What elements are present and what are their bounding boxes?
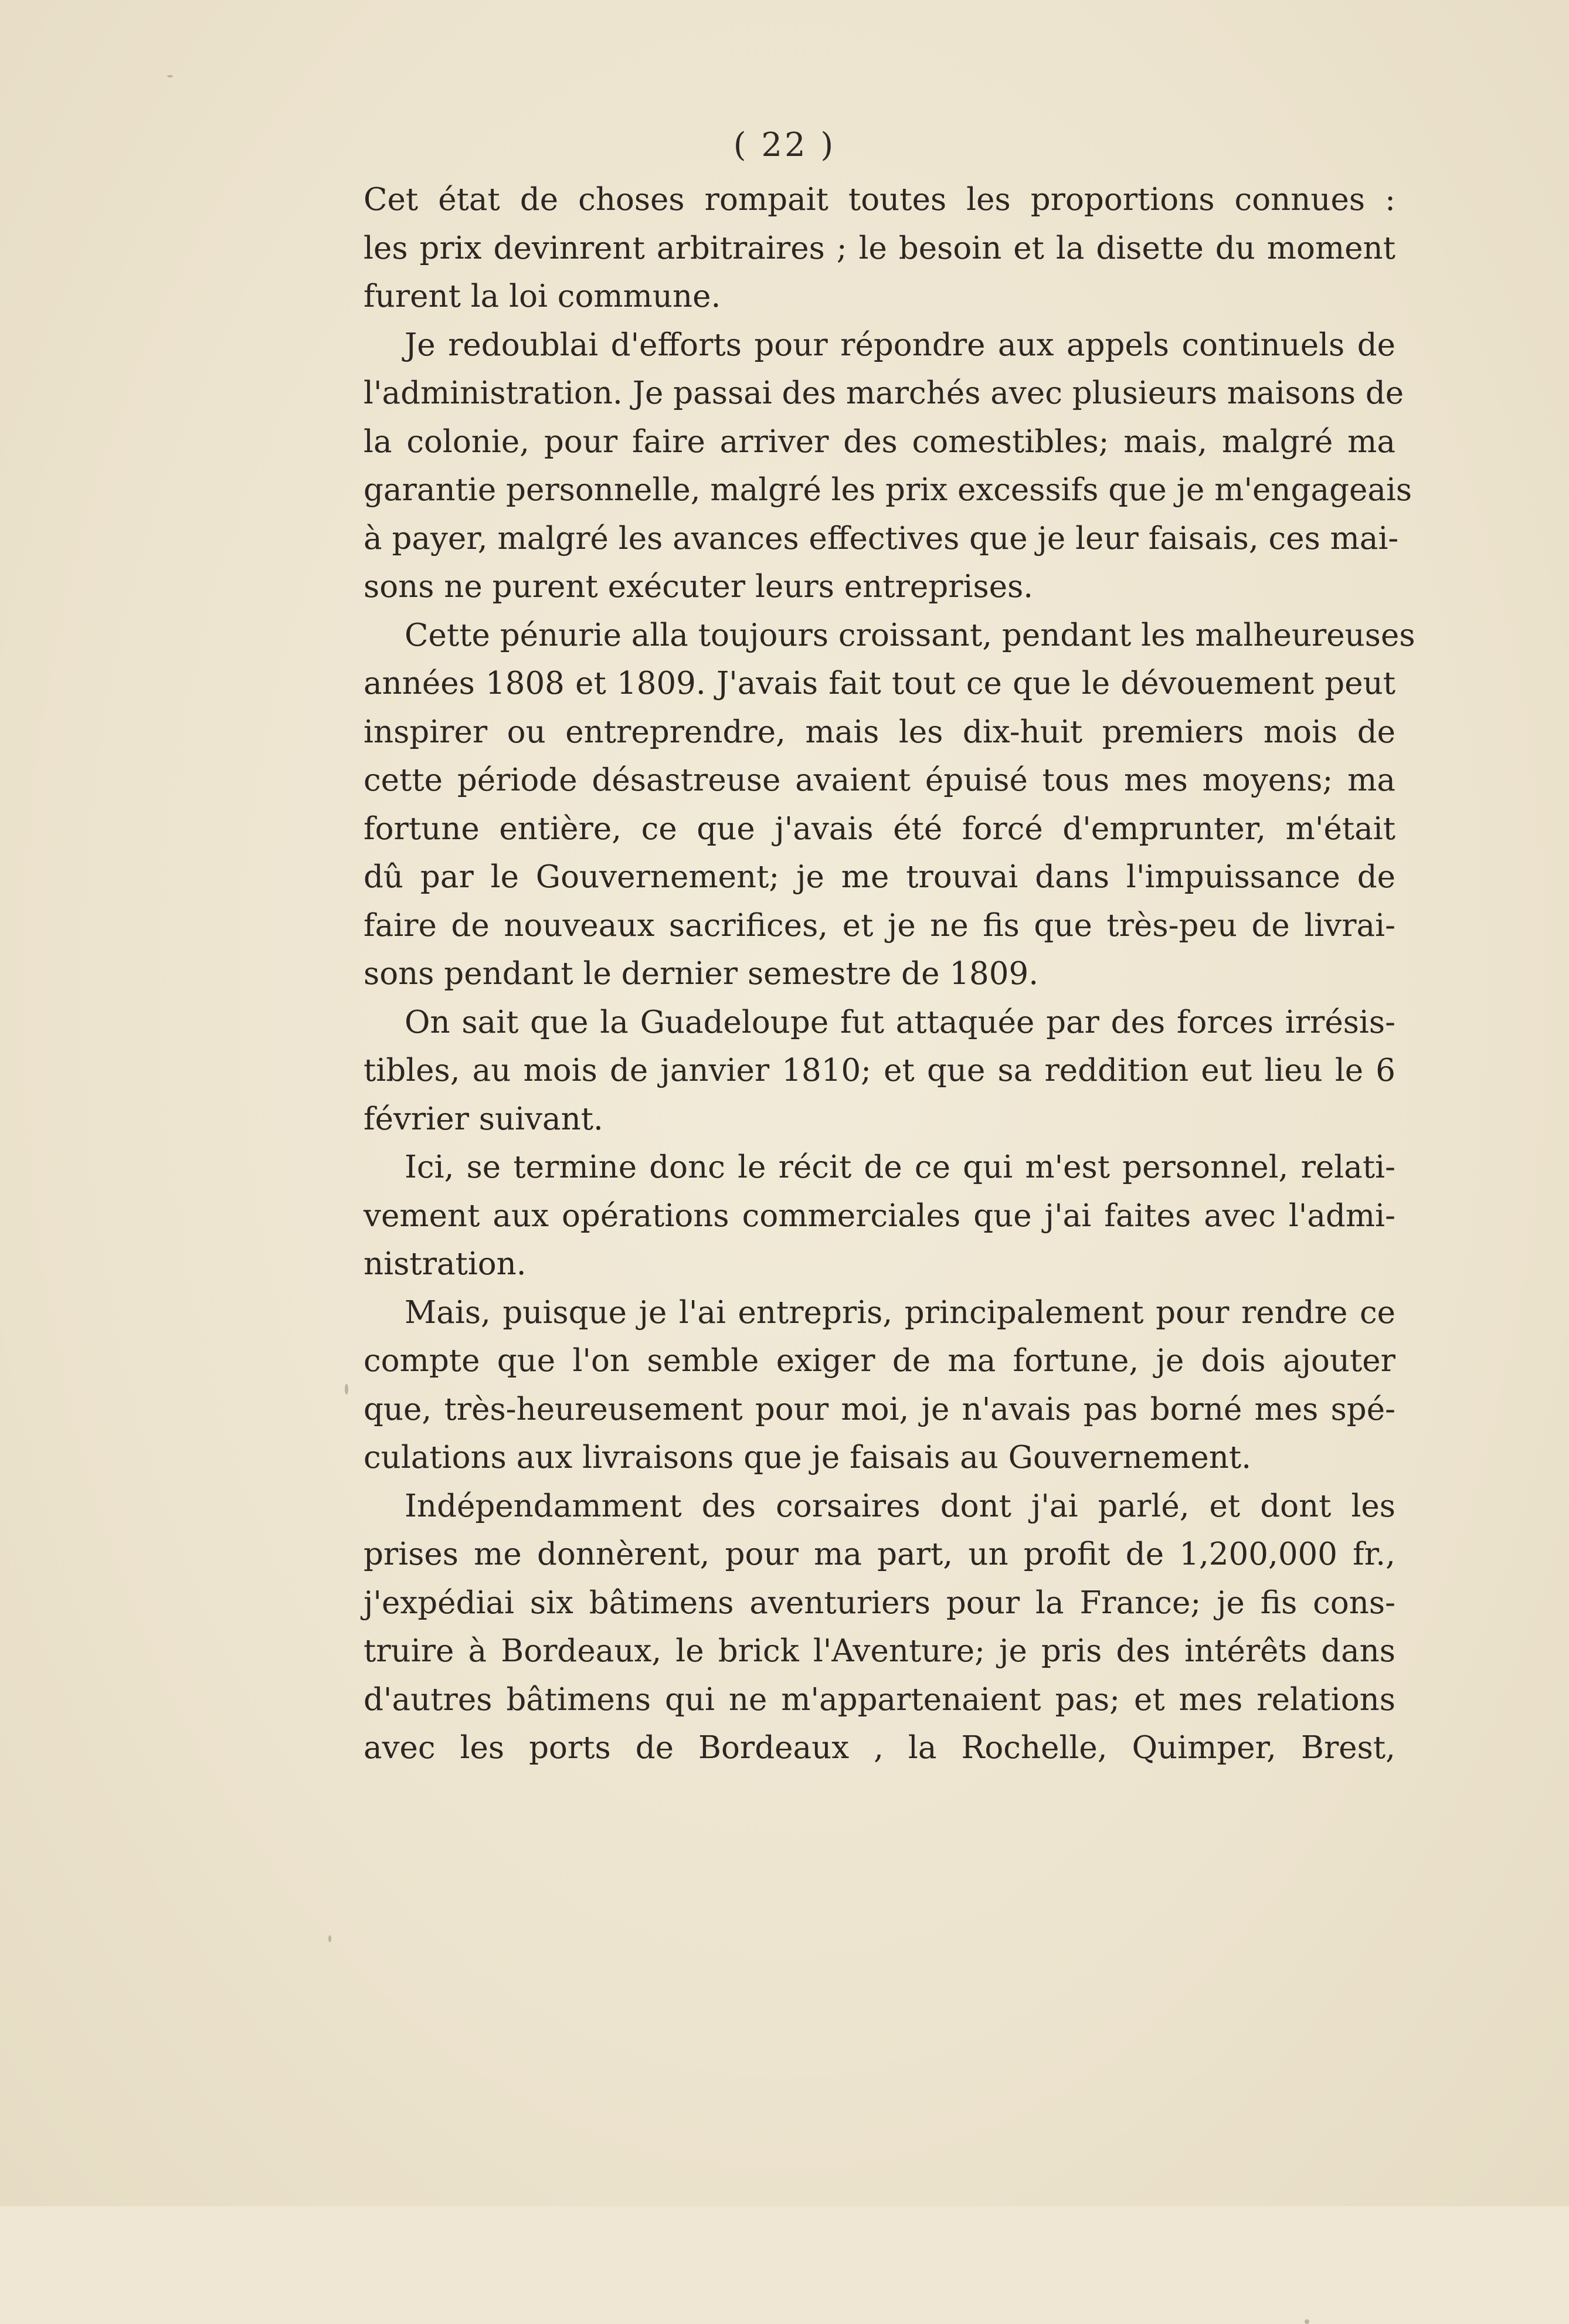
text-line: sons ne purent exécuter leurs entreprises. xyxy=(364,569,1034,605)
paper-speck xyxy=(345,1384,348,1395)
text-line: sons pendant le dernier semestre de 1809. xyxy=(364,956,1039,992)
text-line: inspirer ou entreprendre, mais les dix-huit premiers mois de xyxy=(364,714,1395,750)
text-line: dû par le Gouvernement; je me trouvai dans l'impuissance de xyxy=(364,859,1395,895)
text-line: l'administration. Je passai des marchés avec plusieurs maisons de xyxy=(364,375,1404,411)
text-line: années 1808 et 1809. J'avais fait tout ce que le dévouement peut xyxy=(364,666,1395,701)
text-line: que, très-heureusement pour moi, je n'avais pas borné mes spé- xyxy=(364,1391,1395,1427)
text-line: vement aux opérations commerciales que j'ai faites avec l'admi- xyxy=(364,1197,1395,1234)
text-line: prises me donnèrent, pour ma part, un profit de 1,200,000 fr., xyxy=(364,1536,1395,1572)
paper-speck xyxy=(167,75,173,77)
text-line: garantie personnelle, malgré les prix excessifs que je m'engageais xyxy=(364,472,1412,508)
text-line: avec les ports de Bordeaux , la Rochelle, Quimper, Brest, xyxy=(364,1730,1395,1766)
text-line: Indépendamment des corsaires dont j'ai parlé, et dont les xyxy=(405,1488,1395,1524)
text-line: à payer, malgré les avances effectives que je leur faisais, ces mai- xyxy=(364,520,1399,557)
text-line: février suivant. xyxy=(364,1101,603,1137)
paper-speck xyxy=(1305,2319,1309,2324)
page-number: ( 22 ) xyxy=(733,126,836,164)
text-line: tibles, au mois de janvier 1810; et que sa reddition eut lieu le 6 xyxy=(364,1053,1395,1088)
text-line: furent la loi commune. xyxy=(364,279,721,314)
text-line: culations aux livraisons que je faisais au Gouvernement. xyxy=(364,1440,1252,1475)
text-line: d'autres bâtimens qui ne m'appartenaient pas; et mes relations xyxy=(364,1681,1395,1718)
text-line: Mais, puisque je l'ai entrepris, principalement pour rendre ce xyxy=(405,1294,1395,1331)
text-line: Cette pénurie alla toujours croissant, pendant les malheureuses xyxy=(405,617,1415,653)
text-line: cette période désastreuse avaient épuisé tous mes moyens; ma xyxy=(364,762,1395,798)
body-text xyxy=(364,176,1415,1773)
text-line: truire à Bordeaux, le brick l'Aventure; je pris des intérêts dans xyxy=(364,1633,1395,1669)
paper-speck xyxy=(328,1935,331,1942)
text-line: faire de nouveaux sacrifices, et je ne fis que très-peu de livrai- xyxy=(364,907,1395,944)
text-line: j'expédiai six bâtimens aventuriers pour la France; je fis cons- xyxy=(364,1585,1395,1621)
text-line: Cet état de choses rompait toutes les proportions connues : xyxy=(364,182,1395,218)
text-line: compte que l'on semble exiger de ma fortune, je dois ajouter xyxy=(364,1343,1395,1379)
text-line: Je redoublai d'efforts pour répondre aux appels continuels de xyxy=(405,327,1395,363)
text-line: la colonie, pour faire arriver des comestibles; mais, malgré ma xyxy=(364,423,1395,460)
text-line: les prix devinrent arbitraires ; le besoin et la disette du moment xyxy=(364,230,1395,266)
text-line: Ici, se termine donc le récit de ce qui m'est personnel, relati- xyxy=(405,1149,1395,1185)
text-line: On sait que la Guadeloupe fut attaquée par des forces irrésis- xyxy=(405,1004,1395,1040)
text-line: nistration. xyxy=(364,1246,527,1282)
text-line: fortune entière, ce que j'avais été forcé d'emprunter, m'était xyxy=(364,810,1395,847)
